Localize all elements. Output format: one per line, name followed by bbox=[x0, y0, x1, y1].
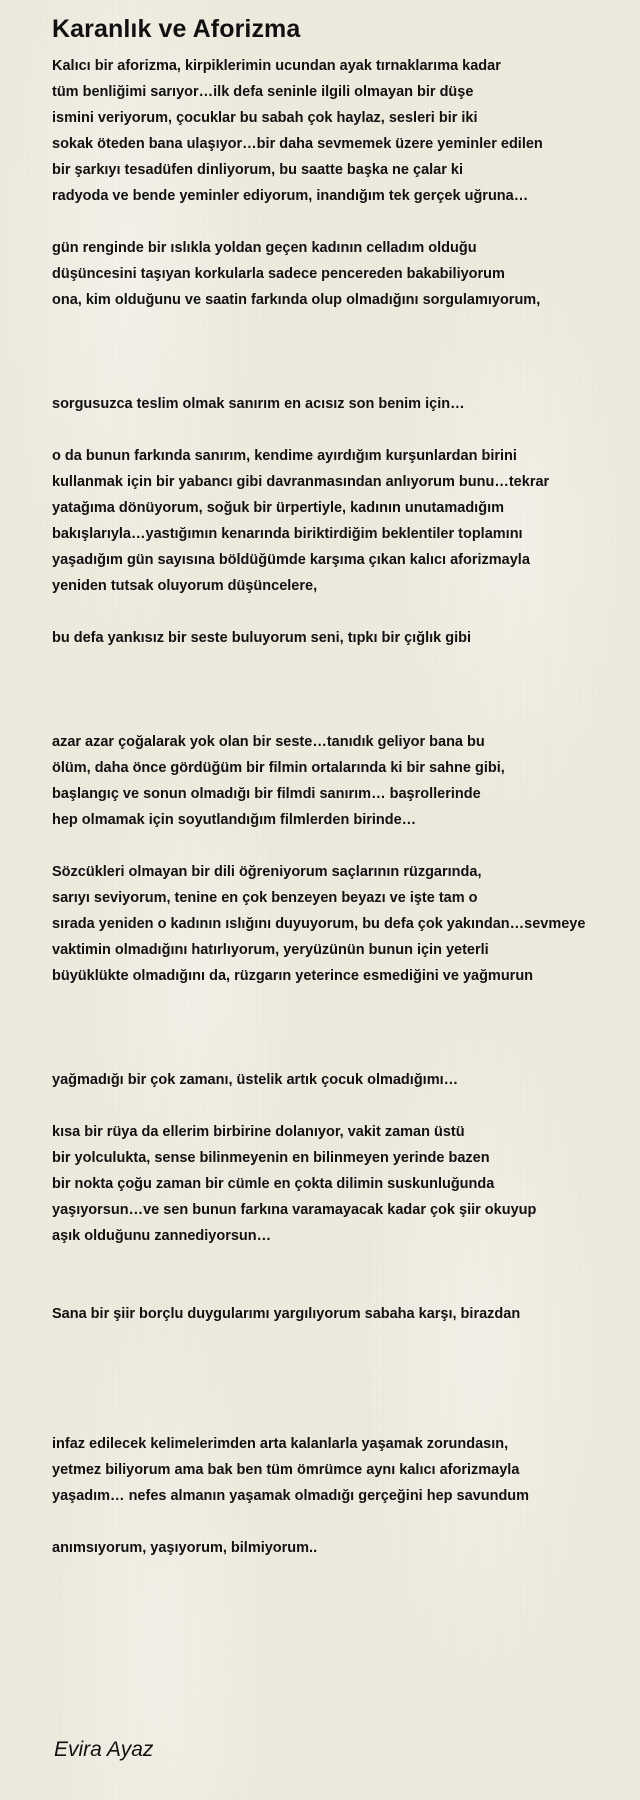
poem-line: yaşıyorsun…ve sen bunun farkına varamayacak kadar çok şiir okuyup bbox=[52, 1202, 537, 1218]
poem-line: sorgusuzca teslim olmak sanırım en acısız son benim için… bbox=[52, 396, 465, 412]
poem-body bbox=[52, 53, 640, 1561]
author-signature: Evira Ayaz bbox=[54, 1738, 154, 1761]
poem-line: Sana bir şiir borçlu duygularımı yargılıyorum sabaha karşı, birazdan bbox=[52, 1306, 521, 1322]
stanza bbox=[52, 443, 640, 599]
poem-line: yetmez biliyorum ama bak ben tüm ömrümce aynı kalıcı aforizmayla bbox=[52, 1462, 520, 1478]
poem-line: azar azar çoğalarak yok olan bir seste…tanıdık geliyor bana bu bbox=[52, 734, 485, 750]
poem-line: büyüklükte olmadığını da, rüzgarın yeterince esmediğini ve yağmurun bbox=[52, 968, 534, 984]
poem-line: yatağıma dönüyorum, soğuk bir ürpertiyle, kadının unutamadığım bbox=[52, 500, 504, 516]
poem-line: kullanmak için bir yabancı gibi davranmasından anlıyorum bunu…tekrar bbox=[52, 474, 550, 490]
poem-line: aşık olduğunu zannediyorsun… bbox=[52, 1228, 272, 1244]
poem-line: infaz edilecek kelimelerimden arta kalanlarla yaşamak zorundasın, bbox=[52, 1436, 509, 1452]
stanza bbox=[52, 391, 640, 417]
poem-line: ona, kim olduğunu ve saatin farkında olup olmadığını sorgulamıyorum, bbox=[52, 292, 541, 308]
poem-line: ismini veriyorum, çocuklar bu sabah çok haylaz, sesleri bir iki bbox=[52, 110, 478, 126]
poem-line: yağmadığı bir çok zamanı, üstelik artık çocuk olmadığımı… bbox=[52, 1072, 459, 1088]
poem-line: sarıyı seviyorum, tenine en çok benzeyen beyazı ve işte tam o bbox=[52, 890, 478, 906]
poem-line: Kalıcı bir aforizma, kirpiklerimin ucundan ayak tırnaklarıma kadar bbox=[52, 58, 501, 74]
stanza bbox=[52, 235, 640, 313]
stanza bbox=[52, 1067, 640, 1093]
poem-line: başlangıç ve sonun olmadığı bir filmdi sanırım… başrollerinde bbox=[52, 786, 481, 802]
poem-line: yeniden tutsak oluyorum düşüncelere, bbox=[52, 578, 318, 594]
poem-line: bir nokta çoğu zaman bir cümle en çokta dilimin suskunluğunda bbox=[52, 1176, 495, 1192]
poem-line: hep olmamak için soyutlandığım filmlerden birinde… bbox=[52, 812, 417, 828]
poem-header bbox=[52, 12, 640, 48]
poem-title: Karanlık ve Aforizma bbox=[52, 15, 301, 43]
poem-line: sokak öteden bana ulaşıyor…bir daha sevmemek üzere yeminler edilen bbox=[52, 136, 543, 152]
poem-line: kısa bir rüya da ellerim birbirine dolanıyor, vakit zaman üstü bbox=[52, 1124, 465, 1140]
poem-line: yaşadığım gün sayısına böldüğümde karşıma çıkan kalıcı aforizmayla bbox=[52, 552, 530, 568]
stanza bbox=[52, 1119, 640, 1249]
poem-line: gün renginde bir ıslıkla yoldan geçen kadının celladım olduğu bbox=[52, 240, 477, 256]
stanza bbox=[52, 1301, 640, 1327]
poem-line: sırada yeniden o kadının ıslığını duyuyorum, bu defa çok yakından…sevmeye bbox=[52, 916, 586, 932]
stanza bbox=[52, 1431, 640, 1509]
poem-line: radyoda ve bende yeminler ediyorum, inandığım tek gerçek uğruna… bbox=[52, 188, 529, 204]
poem-line: düşüncesini taşıyan korkularla sadece pencereden bakabiliyorum bbox=[52, 266, 505, 282]
stanza bbox=[52, 729, 640, 833]
poem-line: tüm benliğimi sarıyor…ilk defa seninle ilgili olmayan bir düşe bbox=[52, 84, 474, 100]
poem-line: Sözcükleri olmayan bir dili öğreniyorum saçlarının rüzgarında, bbox=[52, 864, 482, 880]
poem-line: bakışlarıyla…yastığımın kenarında biriktirdiğim beklentiler toplamını bbox=[52, 526, 523, 542]
poem-line: ölüm, daha önce gördüğüm bir filmin ortalarında ki bir sahne gibi, bbox=[52, 760, 505, 776]
stanza bbox=[52, 625, 640, 651]
poem-line: anımsıyorum, yaşıyorum, bilmiyorum.. bbox=[52, 1540, 318, 1556]
poem-line: bir yolculukta, sense bilinmeyenin en bilinmeyen yerinde bazen bbox=[52, 1150, 490, 1166]
poem-line: vaktimin olmadığını hatırlıyorum, yeryüzünün bunun için yeterli bbox=[52, 942, 489, 958]
stanza bbox=[52, 859, 640, 989]
poem-line: o da bunun farkında sanırım, kendime ayırdığım kurşunlardan birini bbox=[52, 448, 517, 464]
poem-line: yaşadım… nefes almanın yaşamak olmadığı gerçeğini hep savundum bbox=[52, 1488, 530, 1504]
poem-line: bir şarkıyı tesadüfen dinliyorum, bu saatte başka ne çalar ki bbox=[52, 162, 463, 178]
stanza bbox=[52, 1535, 640, 1561]
stanza bbox=[52, 53, 640, 209]
poem-line: bu defa yankısız bir seste buluyorum seni, tıpkı bir çığlık gibi bbox=[52, 630, 471, 646]
